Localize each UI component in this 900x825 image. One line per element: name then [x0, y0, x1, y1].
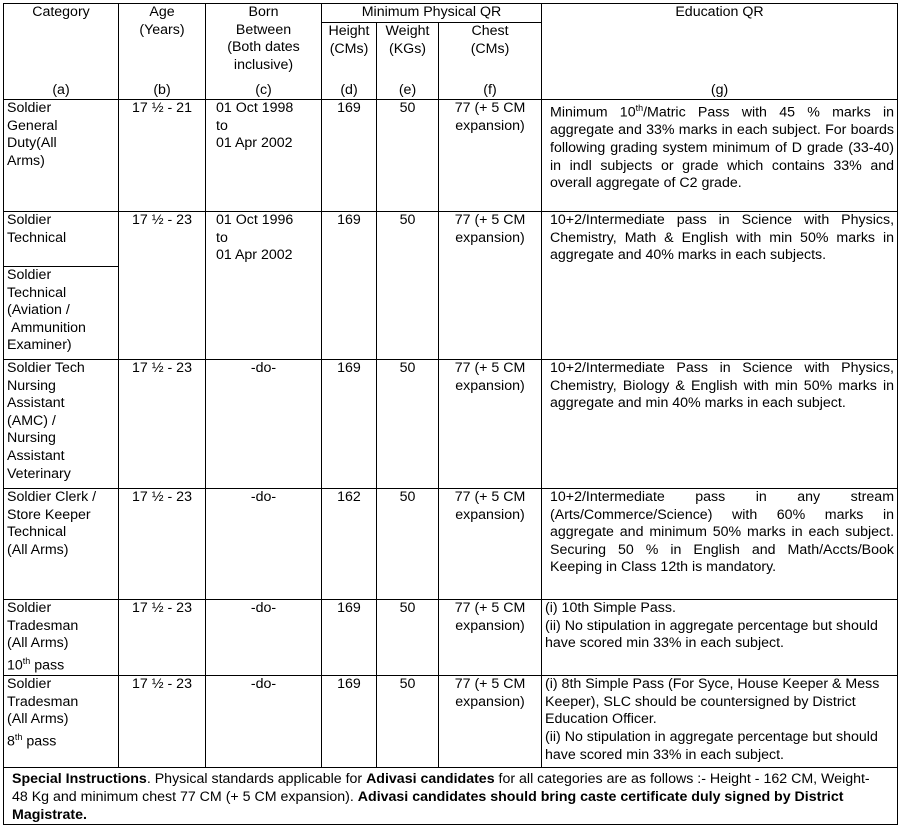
height-cell: 169 [322, 676, 377, 768]
header-age: Age (Years) [119, 4, 206, 82]
table-row [4, 212, 898, 267]
weight-cell: 50 [377, 489, 439, 600]
education-cell: (i) 10th Simple Pass. (ii) No stipulation in aggregate percentage but should have scored min 33% in each subject. [542, 600, 898, 676]
weight-cell: 50 [377, 360, 439, 489]
height-cell: 169 [322, 600, 377, 676]
table-row [4, 360, 898, 489]
header-category: Category [4, 4, 119, 82]
table-row [4, 676, 898, 768]
height-cell: 162 [322, 489, 377, 600]
education-cell: (i) 8th Simple Pass (For Syce, House Keeper & Mess Keeper), SLC should be countersigned by District Education Officer. (ii) No stipulation in aggregate percentage but should have scored min 33% in each subject. [542, 676, 898, 768]
chest-cell: 77 (+ 5 CM expansion) [439, 212, 542, 360]
col-letter: (g) [542, 82, 898, 100]
born-cell: 01 Oct 1996 to 01 Apr 2002 [206, 212, 322, 360]
chest-cell: 77 (+ 5 CM expansion) [439, 100, 542, 212]
qr-table [3, 3, 898, 825]
special-instructions-row [4, 768, 898, 825]
col-letter: (d) [322, 82, 377, 100]
header-education: Education QR [542, 4, 898, 82]
category-cell: Soldier Tradesman (All Arms) 8th pass [4, 676, 119, 768]
table-row [4, 100, 898, 212]
category-cell: Soldier Tradesman (All Arms) 10th pass [4, 600, 119, 676]
header-height: Height (CMs) [322, 23, 377, 82]
col-letter: (b) [119, 82, 206, 100]
header-chest: Chest (CMs) [439, 23, 542, 82]
born-cell: -do- [206, 360, 322, 489]
special-instructions: Special Instructions. Physical standards applicable for Adivasi candidates for all categories are as follows :- Height - 162 CM, Weight- 48 Kg and minimum chest 77 CM (+ 5 CM expansion). Adivasi candidates should bring caste certificate duly signed by District Magistrate. [4, 768, 898, 825]
col-letter: (a) [4, 82, 119, 100]
category-cell: Soldier Tech Nursing Assistant (AMC) / Nursing Assistant Veterinary [4, 360, 119, 489]
height-cell: 169 [322, 100, 377, 212]
age-cell: 17 ½ - 23 [119, 360, 206, 489]
category-cell: Soldier Technical (Aviation / Ammunition Examiner) [4, 267, 119, 360]
chest-cell: 77 (+ 5 CM expansion) [439, 600, 542, 676]
chest-cell: 77 (+ 5 CM expansion) [439, 360, 542, 489]
weight-cell: 50 [377, 600, 439, 676]
education-cell: Minimum 10th/Matric Pass with 45 % marks in aggregate and 33% marks in each subject. For boards following grading system minimum of D grade (33-40) in indl subjects or grade which contains 33% and overall aggregate of C2 grade. [542, 100, 898, 212]
header-born: Born Between (Both dates inclusive) [206, 4, 322, 82]
category-cell: Soldier General Duty(All Arms) [4, 100, 119, 212]
age-cell: 17 ½ - 23 [119, 600, 206, 676]
col-letter: (f) [439, 82, 542, 100]
table-row [4, 600, 898, 676]
age-cell: 17 ½ - 23 [119, 212, 206, 360]
education-cell: 10+2/Intermediate pass in any stream (Arts/Commerce/Science) with 60% marks in aggregate and minimum 50% marks in each subject. Securing 50 % in English and Math/Accts/Book Keeping in Class 12th is mandatory. [542, 489, 898, 600]
height-cell: 169 [322, 360, 377, 489]
col-letter: (e) [377, 82, 439, 100]
born-cell: -do- [206, 600, 322, 676]
education-cell: 10+2/Intermediate Pass in Science with Physics, Chemistry, Biology & English with min 50% marks in aggregate and min 40% marks in each subject. [542, 360, 898, 489]
born-cell: -do- [206, 489, 322, 600]
column-letters-row [4, 82, 898, 100]
education-cell: 10+2/Intermediate pass in Science with Physics, Chemistry, Math & English with min 50% marks in aggregate and 40% marks in each subjects. [542, 212, 898, 360]
age-cell: 17 ½ - 23 [119, 489, 206, 600]
age-cell: 17 ½ - 21 [119, 100, 206, 212]
weight-cell: 50 [377, 100, 439, 212]
age-cell: 17 ½ - 23 [119, 676, 206, 768]
col-letter: (c) [206, 82, 322, 100]
category-cell: Soldier Clerk / Store Keeper Technical (All Arms) [4, 489, 119, 600]
born-cell: -do- [206, 676, 322, 768]
header-physical-qr: Minimum Physical QR [322, 4, 542, 23]
chest-cell: 77 (+ 5 CM expansion) [439, 489, 542, 600]
born-cell: 01 Oct 1998 to 01 Apr 2002 [206, 100, 322, 212]
header-weight: Weight (KGs) [377, 23, 439, 82]
weight-cell: 50 [377, 676, 439, 768]
weight-cell: 50 [377, 212, 439, 360]
height-cell: 169 [322, 212, 377, 360]
category-cell: Soldier Technical [4, 212, 119, 267]
chest-cell: 77 (+ 5 CM expansion) [439, 676, 542, 768]
table-row [4, 489, 898, 600]
